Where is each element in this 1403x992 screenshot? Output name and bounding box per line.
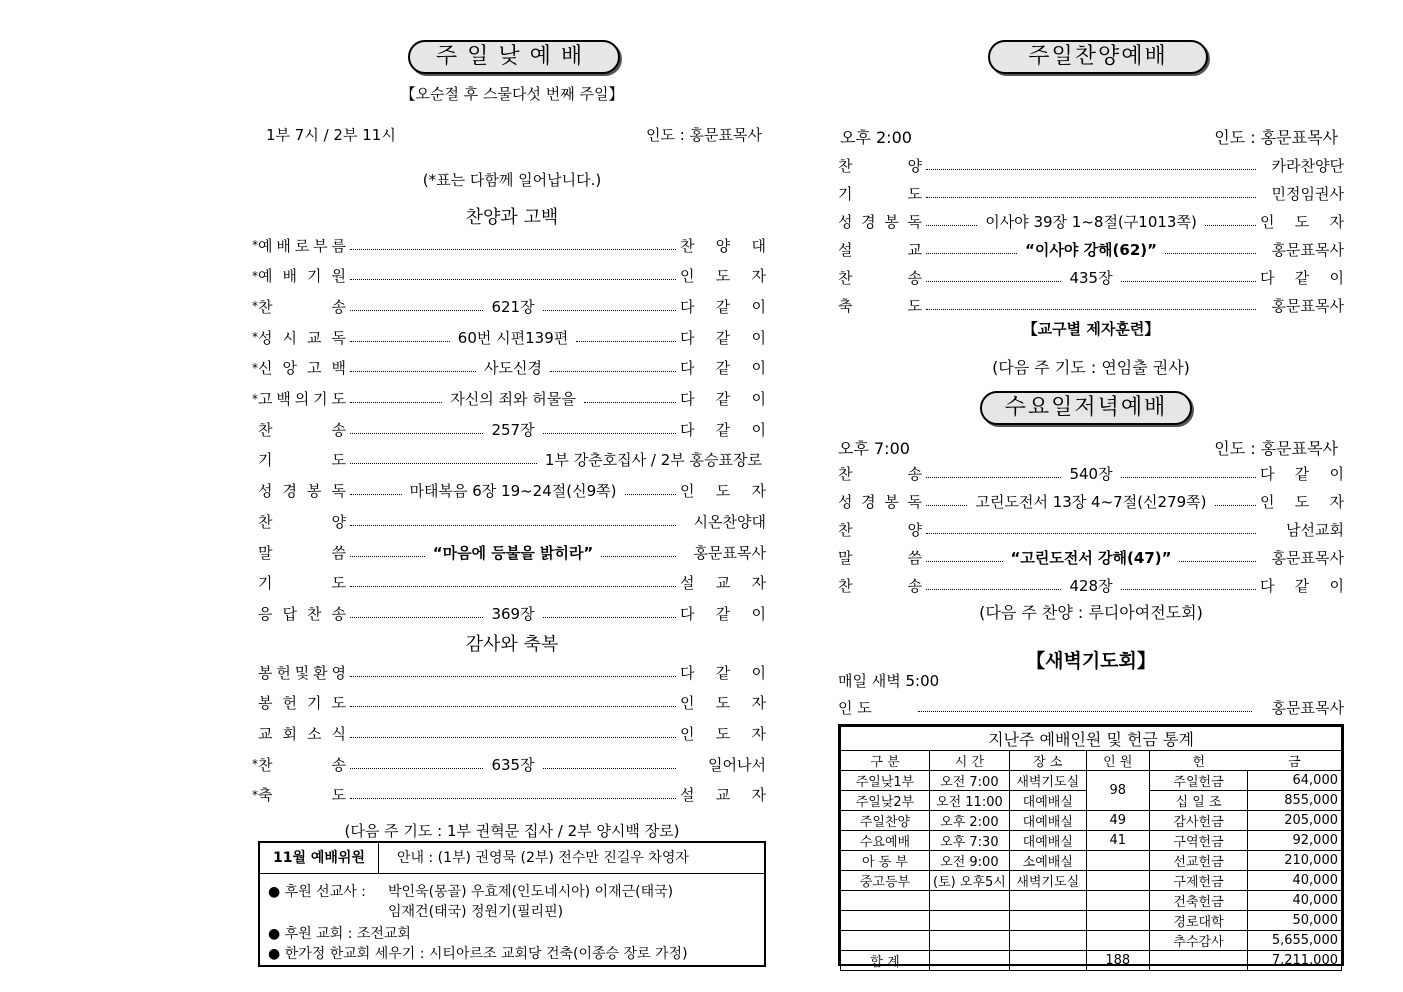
wednesday-order-label: 찬 양 [838,520,922,539]
closing-order-person: 인 도 자 [680,694,766,713]
table-cell [841,891,930,911]
leader-dots [926,169,1256,170]
leader-dots [550,371,676,372]
praise-order-person: 홍문표목사 [1271,240,1345,259]
leader-dots [350,279,676,280]
praise-order-label: 설 교 [838,240,922,259]
closing-order-row [252,753,766,775]
praise-order-person: 다 같 이 [1260,268,1344,287]
closing-order-person: 일어나서 [708,755,766,774]
wednesday-order-label: 찬 송 [838,576,922,595]
service-times: 1부 7시 / 2부 11시 [266,126,396,144]
leader-dots [350,556,425,557]
main-order-row [252,326,767,348]
table-cell: 40,000 [1248,891,1342,911]
main-order-label: 성 시 교 독 [258,328,346,347]
leader-dots [926,197,1256,198]
main-order-content: 369장 [491,604,535,623]
table-cell: 대예배실 [1009,791,1086,811]
table-cell: 대예배실 [1009,831,1086,851]
table-cell: 주일찬양 [841,811,930,831]
praise-order-content: 이사야 39장 1~8절(구1013쪽) [985,212,1197,231]
leader-dots [350,768,483,769]
leader-dots [926,253,1017,254]
leader-dots [926,505,967,506]
discipleship-training: 【교구별 제자훈련】 [1022,320,1160,338]
main-order-person: 다 같 이 [680,359,766,378]
closing-order-row [258,692,766,714]
dawn-prayer-time: 매일 새벽 5:00 [838,672,940,690]
standing-marker: * [252,757,258,772]
main-order-label: 성 경 봉 독 [258,482,346,501]
table-cell: 주일낮2부 [841,791,930,811]
table-row [841,831,1342,851]
leader-dots [350,310,483,311]
leader-dots [350,433,483,434]
leader-dots [1121,477,1256,478]
table-cell [841,931,930,951]
table-row [841,771,1342,791]
statistics-title-row [841,727,1342,751]
closing-order-label: 봉 헌 및 환 영 [258,663,346,682]
wednesday-order-content: 540장 [1069,464,1113,483]
main-worship-title [408,40,620,74]
table-cell [1009,911,1086,931]
leader-dots [926,225,977,226]
leader-dots [1121,589,1256,590]
main-order-label: 기 도 [258,574,346,593]
section-praise-confession: 찬양과 고백 [465,207,559,228]
table-cell [1086,851,1149,871]
usher-info: 안내 : (1부) 권영묵 (2부) 전수만 진길우 차영자 [379,843,764,874]
table-cell [930,891,1010,911]
praise-order-person: 카라찬양단 [1271,156,1344,175]
table-cell [1009,891,1086,911]
leader-dots [543,433,676,434]
table-cell: 오전 9:00 [930,851,1010,871]
wednesday-order-person: 다 같 이 [1260,576,1344,595]
praise-order-label: 기 도 [838,184,922,203]
table-row [841,871,1342,891]
leader-dots [1205,225,1256,226]
leader-dots [350,494,402,495]
leader-dots [350,371,476,372]
closing-order-row [258,722,766,744]
leader-dots [543,310,676,311]
statistics-header-row [841,751,1342,771]
praise-order-person: 인 도 자 [1260,212,1344,231]
main-order-row [252,357,766,379]
standing-marker: * [252,391,258,406]
table-cell [1009,931,1086,951]
main-order-content: 1부 강춘호집사 / 2부 홍승표장로 [544,451,762,470]
table-cell: 92,000 [1248,831,1342,851]
committee-box [258,841,766,967]
main-order-content: 621장 [491,297,535,316]
table-cell [1086,911,1149,931]
praise-order-person: 민정임권사 [1271,184,1344,203]
praise-order-row [838,210,1344,232]
closing-order-label: 찬 송 [258,755,346,774]
leader-dots [350,525,676,526]
table-cell [1086,891,1149,911]
wednesday-order-person: 남선교회 [1286,520,1344,539]
main-order-person: 다 같 이 [680,604,766,623]
wednesday-worship-title [980,391,1192,425]
table-cell [1086,871,1149,891]
leader-dots [625,494,677,495]
missionary-label: ● 후원 선교사 : [268,884,366,900]
leader-dots [918,711,1252,712]
praise-order-content: 435장 [1069,268,1113,287]
main-order-row [258,602,766,624]
main-order-person: 다 같 이 [680,328,767,347]
main-order-label: 찬 송 [258,420,346,439]
table-cell: 40,000 [1248,871,1342,891]
wednesday-order-row [838,462,1344,484]
main-order-label: 예 배 기 원 [258,267,346,286]
dawn-label-text: 인 도 [838,698,872,717]
praise-order-row [838,238,1344,260]
dawn-who: 홍문표목사 [1271,698,1344,717]
table-cell: 855,000 [1248,791,1342,811]
leader: 인도 : 홍문표목사 [645,126,762,144]
leader-dots [926,533,1256,534]
main-order-label: 기 도 [258,451,346,470]
main-order-row [258,418,766,440]
main-order-person: 인 도 자 [680,267,766,286]
month-committee-label: 11월 예배위원 [260,843,379,874]
wednesday-next-praise: (다음 주 찬양 : 루디아여전도회) [979,603,1203,622]
main-order-person: 다 같 이 [680,420,766,439]
praise-leader: 인도 : 홍문표목사 [1214,128,1338,147]
table-cell: 오전 11:00 [930,791,1010,811]
table-cell: 선교헌금 [1149,851,1248,871]
standing-marker: * [252,787,258,802]
next-prayer: (다음 주 기도 : 1부 권혁문 집사 / 2부 양시백 장로) [344,822,680,840]
main-order-person: 시온찬양대 [693,512,766,531]
main-order-content: 60번 시편139편 [457,328,569,347]
leader-dots [926,477,1061,478]
statistics-box [838,724,1344,970]
total-label: 합 계 [841,951,930,971]
wednesday-order-row [838,490,1344,512]
praise-order-person: 홍문표목사 [1271,296,1344,315]
main-order-label: 말 씀 [258,543,346,562]
table-cell: 경로대학 [1149,911,1248,931]
table-cell: 소예배실 [1009,851,1086,871]
main-order-row [258,541,766,563]
main-order-person: 인 도 자 [680,482,766,501]
table-cell [930,911,1010,931]
closing-order-label: 축 도 [258,786,346,805]
leader-dots [1121,281,1256,282]
praise-order-row [838,266,1344,288]
header-people: 인 원 [1086,751,1149,771]
table-cell: 50,000 [1248,911,1342,931]
table-row [841,811,1342,831]
leader-dots [601,556,676,557]
table-cell: 아 동 부 [841,851,930,871]
closing-order-content: 635장 [491,755,535,774]
table-cell: 64,000 [1248,771,1342,791]
praise-order-row [838,182,1344,204]
table-cell: 오후 2:00 [930,811,1010,831]
praise-worship-title [988,40,1208,74]
leader-dots [350,617,483,618]
header-time: 시 간 [930,751,1010,771]
main-order-row [258,510,766,532]
total-people: 188 [1086,951,1149,971]
table-cell [930,931,1010,951]
leader-dots [350,586,676,587]
closing-order-label: 교 회 소 식 [258,724,346,743]
leader-dots [926,561,1003,562]
table-cell: 건축헌금 [1149,891,1248,911]
closing-order-row [258,661,766,683]
praise-order-content: “이사야 강해(62)” [1025,240,1157,259]
praise-time: 오후 2:00 [840,128,912,147]
main-order-content: 자신의 죄와 허물을 [450,390,576,408]
main-order-row [258,572,766,594]
wednesday-order-label: 말 씀 [838,548,922,567]
table-cell: 5,655,000 [1248,931,1342,951]
praise-order-row [838,154,1344,176]
wednesday-worship-title-text: 수요일저녁예배 [1004,395,1168,420]
missionary-line2: 임재건(태국) 정원기(필리핀) [388,904,564,920]
table-cell: 중고등부 [841,871,930,891]
wednesday-order-content: 고린도전서 13장 4~7절(신279쪽) [975,492,1207,511]
main-order-content: 마태복음 6장 19~24절(신9쪽) [409,482,617,501]
praise-next-prayer: (다음 주 기도 : 연임출 권사) [992,358,1190,377]
main-order-row [252,265,766,287]
table-row [841,911,1342,931]
main-order-label: 신 앙 고 백 [258,359,346,378]
table-cell: (토) 오후5시 [930,871,1010,891]
table-cell: 수요예배 [841,831,930,851]
main-order-person: 찬 양 대 [680,236,766,255]
table-cell: 구제헌금 [1149,871,1248,891]
praise-order-row [838,294,1344,316]
leader-dots [350,737,676,738]
praise-order-label: 찬 송 [838,268,922,287]
table-cell: 새벽기도실 [1009,871,1086,891]
dawn-label [838,697,914,718]
leader-dots [543,617,676,618]
wednesday-order-content: 428장 [1069,576,1113,595]
leader-dots [350,798,676,799]
closing-order-label: 봉 헌 기 도 [258,694,346,713]
closing-order-person: 설 교 자 [680,786,766,805]
leader-dots [543,768,676,769]
main-order-person: 다 같 이 [680,297,766,316]
wednesday-order-person: 다 같 이 [1260,464,1344,483]
total-row [841,951,1342,971]
table-cell [1149,951,1248,971]
section-thanks-blessing: 감사와 축복 [465,634,559,655]
leader-dots [926,589,1061,590]
praise-order-label: 축 도 [838,296,922,315]
leader-dots [576,341,676,342]
wednesday-order-content: “고린도전서 강해(47)” [1010,548,1172,567]
leader-dots [350,706,676,707]
closing-order-row [252,784,766,806]
leader-dots [1165,253,1256,254]
standing-marker: * [252,268,258,283]
closing-order-person: 인 도 자 [680,724,766,743]
main-order-label: 응 답 찬 송 [258,604,346,623]
table-cell: 감사헌금 [1149,811,1248,831]
main-order-row [252,295,766,317]
main-order-label: 찬 송 [258,297,346,316]
praise-order-label: 찬 양 [838,156,922,175]
table-cell: 새벽기도실 [1009,771,1086,791]
standing-marker: * [252,330,258,345]
leader-dots [350,249,676,250]
statistics-title: 지난주 예배인원 및 헌금 통계 [841,727,1342,751]
table-cell: 49 [1086,811,1149,831]
standing-marker: * [252,360,258,375]
main-order-row [258,449,766,471]
table-cell [930,951,1010,971]
leader-dots [584,402,676,403]
wednesday-order-row [838,546,1344,568]
dawn-prayer-row [838,696,1344,718]
standing-marker: * [252,238,258,252]
missionary-line1: 박인욱(몽골) 우효제(인도네시아) 이재근(태국) [388,884,674,900]
praise-worship-title-text: 주일찬양예배 [1028,44,1168,69]
header-offering-1: 헌 [1149,751,1248,771]
table-cell: 205,000 [1248,811,1342,831]
leader-dots [926,309,1256,310]
table-cell: 추수감사 [1149,931,1248,951]
supported-church: ● 후원 교회 : 조전교회 [268,926,411,942]
wednesday-leader: 인도 : 홍문표목사 [1214,439,1338,458]
table-cell: 오전 7:00 [930,771,1010,791]
table-row [841,851,1342,871]
family-church: ● 한가정 한교회 세우기 : 시티아르조 교회당 건축(이종승 장로 가정) [268,946,688,962]
main-order-row [252,234,766,256]
standing-note: (*표는 다함께 일어납니다.) [422,171,602,189]
leader-dots [926,281,1061,282]
table-cell: 주일낮1부 [841,771,930,791]
main-order-row [252,388,766,410]
total-amount: 7,211,000 [1248,951,1342,971]
main-worship-title-text: 주일낮예배 [435,44,593,69]
statistics-table [840,726,1342,971]
table-cell: 십 일 조 [1149,791,1248,811]
table-cell: 210,000 [1248,851,1342,871]
main-order-person: 설 교 자 [680,574,766,593]
table-cell [841,911,930,931]
table-cell: 대예배실 [1009,811,1086,831]
dawn-prayer-title: 【새벽기도회】 [1026,650,1156,672]
main-order-label: 고 백 의 기 도 [258,390,346,408]
main-order-person: 홍문표목사 [693,543,767,562]
main-order-label: 예 배 로 부 름 [258,236,346,255]
main-order-content: 257장 [491,420,535,439]
wednesday-order-row [838,574,1344,596]
main-order-person: 다 같 이 [680,390,766,408]
wednesday-time: 오후 7:00 [838,439,910,458]
main-order-content: “마음에 등불을 밝히라” [432,543,594,562]
header-place: 장 소 [1009,751,1086,771]
table-cell: 주일헌금 [1149,771,1248,791]
leader-dots [350,341,450,342]
praise-order-label: 성 경 봉 독 [838,212,922,231]
wednesday-order-person: 홍문표목사 [1271,548,1344,567]
wednesday-order-label: 성 경 봉 독 [838,492,922,511]
leader-dots [1179,561,1256,562]
table-row [841,891,1342,911]
table-cell: 구역헌금 [1149,831,1248,851]
table-cell [1009,951,1086,971]
leader-dots [350,463,537,464]
wednesday-order-row [838,518,1344,540]
main-order-label: 찬 양 [258,512,346,531]
header-offering-2: 금 [1248,751,1342,771]
leader-dots [350,402,442,403]
closing-order-person: 다 같 이 [680,663,766,682]
subtitle: 【오순절 후 스물다섯 번째 주일】 [400,85,624,103]
leader-dots [350,676,676,677]
leader-dots [1215,505,1256,506]
wednesday-order-person: 인 도 자 [1260,492,1344,511]
wednesday-order-label: 찬 송 [838,464,922,483]
main-order-content: 사도신경 [484,359,542,378]
table-cell [1086,931,1149,951]
table-cell: 오후 7:30 [930,831,1010,851]
table-cell: 98 [1086,771,1149,811]
table-cell: 41 [1086,831,1149,851]
table-row [841,931,1342,951]
header-category: 구 분 [841,751,930,771]
standing-marker: * [252,299,258,314]
main-order-row [258,480,766,502]
